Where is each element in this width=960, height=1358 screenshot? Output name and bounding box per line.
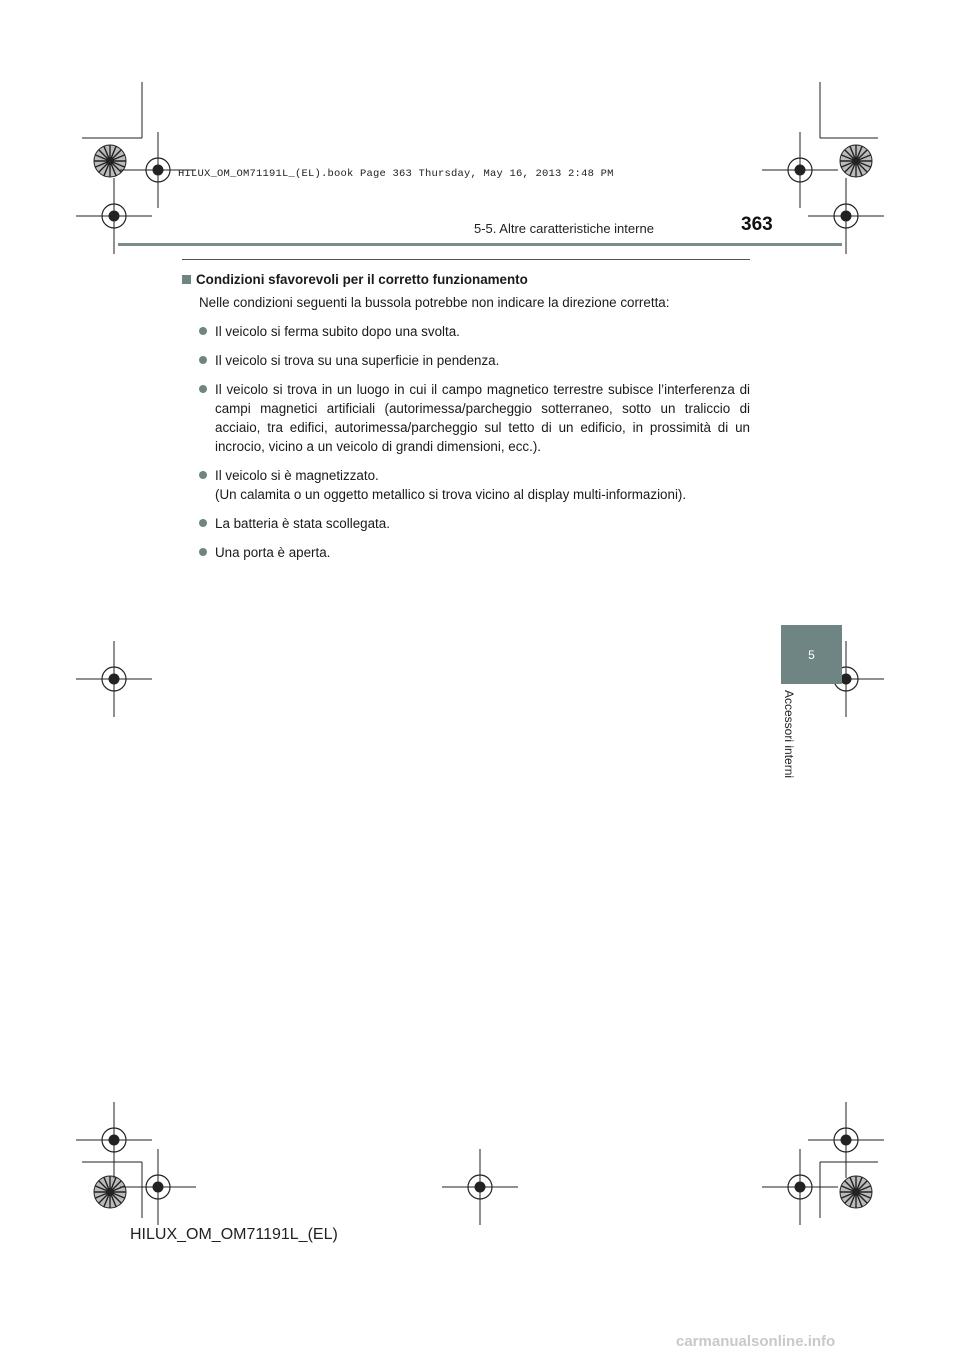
intro-text: Nelle condizioni seguenti la bussola potrebbe non indicare la direzione corretta: [199, 295, 670, 310]
bullet-dot-icon [199, 385, 207, 393]
list-item-line: Il veicolo si è magnetizzato. [215, 468, 379, 483]
bullet-dot-icon [199, 327, 207, 335]
print-info: HILUX_OM_OM71191L_(EL).book Page 363 Thursday, May 16, 2013 2:48 PM [178, 168, 614, 180]
list-item-line: (Un calamita o un oggetto metallico si trova vicino al display multi-informazioni). [215, 487, 687, 502]
list-item-text: La batteria è stata scollegata. [215, 516, 390, 531]
chapter-tab [781, 625, 842, 684]
list-item [199, 543, 750, 562]
list-item [199, 380, 750, 456]
list-item-text: Il veicolo si ferma subito dopo una svolta. [215, 324, 460, 339]
page-number: 363 [741, 214, 773, 235]
list-item [199, 466, 750, 504]
list-item [199, 351, 750, 370]
list-item [199, 514, 750, 533]
list-item-text [215, 466, 750, 504]
list-item-text: Il veicolo si trova in un luogo in cui il campo magnetico terrestre subisce l’interferenza di campi magnetici artificiali (autorimessa/parcheggio sotterraneo, sotto un traliccio di acciaio, tra edifici, autorimessa/parcheggio sul tetto di un edificio, in prossimità di un incrocio, vicino a un veicolo di grandi dimensioni, ecc.). [215, 382, 750, 454]
list-item [199, 322, 750, 341]
chapter-label-text: Accessori interni [782, 690, 796, 779]
bullet-dot-icon [199, 519, 207, 527]
section-title: 5-5. Altre caratteristiche interne [474, 221, 654, 236]
heading-text: Condizioni sfavorevoli per il corretto funzionamento [196, 272, 528, 287]
chapter-label [782, 690, 802, 800]
bullet-dot-icon [199, 356, 207, 364]
bullet-dot-icon [199, 471, 207, 479]
footer-code: HILUX_OM_OM71191L_(EL) [130, 1226, 338, 1243]
square-bullet-icon [182, 275, 191, 284]
content [182, 270, 750, 572]
header-rule [118, 243, 842, 246]
list-item-text: Una porta è aperta. [215, 545, 331, 560]
list-item-text: Il veicolo si trova su una superficie in pendenza. [215, 353, 500, 368]
content-rule [182, 259, 750, 260]
chapter-number: 5 [808, 647, 815, 662]
bullet-dot-icon [199, 548, 207, 556]
watermark: carmanualsonline.info [676, 1333, 836, 1350]
section-heading [182, 270, 750, 289]
